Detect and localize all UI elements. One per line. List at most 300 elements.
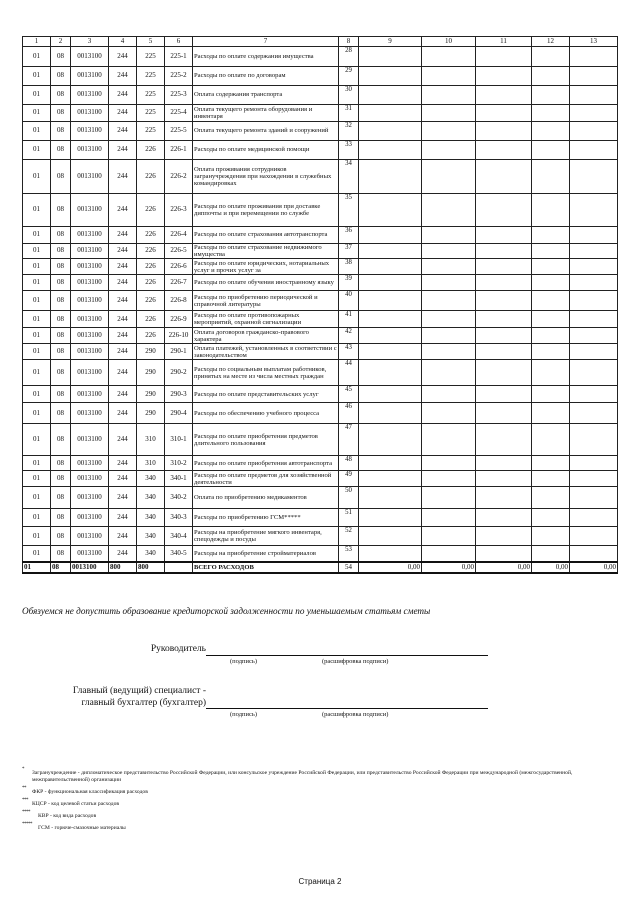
cell-c2: 08 (51, 122, 71, 141)
cell-c4: 244 (109, 403, 137, 424)
cell-amount-11[interactable] (476, 344, 532, 360)
cell-c3: 0013100 (71, 86, 109, 105)
cell-amount-10[interactable] (422, 487, 476, 509)
cell-amount-11[interactable] (476, 471, 532, 487)
cell-c2: 08 (51, 311, 71, 328)
footnote-kvr: **** КВР - код вида расходов (22, 810, 97, 819)
cell-c1: 01 (23, 527, 51, 546)
cell-c4: 244 (109, 328, 137, 344)
cell-line-number: 42 (339, 328, 359, 344)
cell-amount-12[interactable] (532, 360, 570, 386)
cell-amount-9[interactable] (359, 122, 422, 141)
cell-amount-12[interactable] (532, 311, 570, 328)
cell-line-number: 37 (339, 244, 359, 259)
cell-amount-12[interactable] (532, 67, 570, 86)
cell-amount-10[interactable] (422, 160, 476, 194)
cell-amount-9[interactable] (359, 275, 422, 291)
cell-amount-13[interactable] (570, 291, 618, 311)
cell-amount-9[interactable] (359, 328, 422, 344)
cell-amount-12[interactable] (532, 456, 570, 471)
cell-amount-13[interactable] (570, 275, 618, 291)
cell-line-number: 32 (339, 122, 359, 141)
cell-line-number: 33 (339, 141, 359, 160)
cell-amount-12[interactable] (532, 509, 570, 527)
table-row (23, 227, 618, 244)
cell-amount-10[interactable] (422, 386, 476, 403)
cell-description: Оплата текущего ремонта оборудования и инвентаря (193, 105, 339, 122)
cell-amount-10[interactable] (422, 360, 476, 386)
cell-c5: 226 (137, 227, 165, 244)
cell-amount-10[interactable] (422, 328, 476, 344)
cell-amount-12[interactable] (532, 546, 570, 562)
cell-c3: 0013100 (71, 344, 109, 360)
cell-description: Оплата проживания сотрудников загранучреждения при нахождении в служебных командировках (193, 160, 339, 194)
cell-amount-10[interactable] (422, 122, 476, 141)
cell-amount-13[interactable] (570, 194, 618, 227)
cell-amount-12[interactable] (532, 47, 570, 67)
cell-amount-9[interactable] (359, 67, 422, 86)
cell-amount-10[interactable] (422, 424, 476, 456)
header-cell: 9 (359, 37, 422, 47)
table-row (23, 386, 618, 403)
cell-amount-13[interactable] (570, 386, 618, 403)
table-row (23, 527, 618, 546)
cell-c2: 08 (51, 471, 71, 487)
cell-amount-13[interactable] (570, 259, 618, 275)
cell-line-number: 48 (339, 456, 359, 471)
total-amount-v12: 0,00 (532, 562, 570, 573)
cell-description: Расходы по оплате юридических, нотариальных услуг и прочих услуг за (193, 259, 339, 275)
cell-c5: 340 (137, 546, 165, 562)
total-amount-v10: 0,00 (422, 562, 476, 573)
cell-amount-10[interactable] (422, 275, 476, 291)
cell-amount-10[interactable] (422, 244, 476, 259)
cell-amount-9[interactable] (359, 105, 422, 122)
cell-amount-10[interactable] (422, 311, 476, 328)
cell-amount-10[interactable] (422, 67, 476, 86)
cell-amount-11[interactable] (476, 328, 532, 344)
cell-amount-9[interactable] (359, 86, 422, 105)
cell-amount-9[interactable] (359, 403, 422, 424)
header-cell: 12 (532, 37, 570, 47)
cell-description: Расходы по приобретению ГСМ***** (193, 509, 339, 527)
total-cell-c3: 0013100 (71, 562, 109, 573)
cell-c6: 226-5 (165, 244, 193, 259)
table-row (23, 244, 618, 259)
cell-c2: 08 (51, 344, 71, 360)
cell-c4: 244 (109, 360, 137, 386)
cell-description: Расходы по обеспечению учебного процесса (193, 403, 339, 424)
cell-amount-12[interactable] (532, 471, 570, 487)
cell-c2: 08 (51, 546, 71, 562)
cell-line-number: 46 (339, 403, 359, 424)
cell-line-number: 41 (339, 311, 359, 328)
cell-amount-11[interactable] (476, 546, 532, 562)
cell-line-number: 43 (339, 344, 359, 360)
head-signature-line[interactable] (206, 655, 488, 656)
cell-c2: 08 (51, 275, 71, 291)
cell-amount-9[interactable] (359, 47, 422, 67)
cell-c4: 244 (109, 311, 137, 328)
table-row (23, 509, 618, 527)
cell-description: Расходы на приобретение стройматериалов (193, 546, 339, 562)
cell-line-number: 31 (339, 105, 359, 122)
cell-c3: 0013100 (71, 291, 109, 311)
cell-amount-11[interactable] (476, 160, 532, 194)
cell-amount-13[interactable] (570, 160, 618, 194)
head-decode-hint: (расшифровка подписи) (322, 658, 389, 665)
header-cell: 1 (23, 37, 51, 47)
cell-amount-12[interactable] (532, 86, 570, 105)
cell-line-number: 39 (339, 275, 359, 291)
footnotes (22, 767, 612, 837)
cell-amount-9[interactable] (359, 471, 422, 487)
cell-line-number: 28 (339, 47, 359, 67)
cell-amount-10[interactable] (422, 259, 476, 275)
footnote-zagran: * Загранучреждение - дипломатическое представительство Российской Федерации, или консульское учреждение Российской Федерации, или представительство Российской Федерации при международной (межгосударственной, межправительственной) организации (22, 767, 573, 783)
cell-c6: 225-4 (165, 105, 193, 122)
table-row (23, 194, 618, 227)
cell-c2: 08 (51, 160, 71, 194)
cell-amount-10[interactable] (422, 194, 476, 227)
cell-c5: 226 (137, 259, 165, 275)
cell-c1: 01 (23, 275, 51, 291)
total-amount-v11: 0,00 (476, 562, 532, 573)
cell-amount-10[interactable] (422, 344, 476, 360)
chief-accountant-label-1: Главный (ведущий) специалист - (72, 686, 206, 696)
cell-amount-11[interactable] (476, 194, 532, 227)
cell-amount-9[interactable] (359, 259, 422, 275)
table-row (23, 487, 618, 509)
cell-c6: 226-9 (165, 311, 193, 328)
cell-c1: 01 (23, 328, 51, 344)
cell-c4: 244 (109, 509, 137, 527)
cell-c2: 08 (51, 456, 71, 471)
table-row (23, 105, 618, 122)
cell-amount-9[interactable] (359, 546, 422, 562)
cell-amount-9[interactable] (359, 344, 422, 360)
table-row (23, 291, 618, 311)
cell-amount-12[interactable] (532, 141, 570, 160)
cell-amount-13[interactable] (570, 105, 618, 122)
total-cell-c1: 01 (23, 562, 51, 573)
cell-c3: 0013100 (71, 275, 109, 291)
cell-amount-10[interactable] (422, 105, 476, 122)
expense-table (22, 36, 618, 574)
cell-amount-10[interactable] (422, 227, 476, 244)
cell-c2: 08 (51, 259, 71, 275)
cell-c5: 226 (137, 328, 165, 344)
header-cell: 3 (71, 37, 109, 47)
cell-c4: 244 (109, 471, 137, 487)
table-row (23, 122, 618, 141)
cell-c3: 0013100 (71, 403, 109, 424)
cell-line-number: 49 (339, 471, 359, 487)
cell-amount-9[interactable] (359, 227, 422, 244)
cell-c4: 244 (109, 105, 137, 122)
cell-c3: 0013100 (71, 360, 109, 386)
cell-amount-11[interactable] (476, 311, 532, 328)
cell-amount-11[interactable] (476, 122, 532, 141)
cell-amount-13[interactable] (570, 47, 618, 67)
cell-amount-12[interactable] (532, 227, 570, 244)
cell-description: Расходы по приобретению периодической и справочной литературы (193, 291, 339, 311)
cell-c3: 0013100 (71, 328, 109, 344)
total-cell-c6 (165, 562, 193, 573)
cell-c1: 01 (23, 141, 51, 160)
cell-amount-11[interactable] (476, 403, 532, 424)
cell-amount-9[interactable] (359, 194, 422, 227)
cell-c5: 310 (137, 456, 165, 471)
cell-c4: 244 (109, 487, 137, 509)
cell-amount-10[interactable] (422, 291, 476, 311)
cell-amount-9[interactable] (359, 141, 422, 160)
total-line-number: 54 (339, 562, 359, 573)
cell-amount-12[interactable] (532, 403, 570, 424)
cell-amount-12[interactable] (532, 527, 570, 546)
cell-c6: 290-3 (165, 386, 193, 403)
cell-amount-10[interactable] (422, 86, 476, 105)
cell-amount-11[interactable] (476, 244, 532, 259)
cell-amount-9[interactable] (359, 311, 422, 328)
cell-amount-11[interactable] (476, 275, 532, 291)
cell-amount-9[interactable] (359, 386, 422, 403)
cell-description: Расходы по оплате медицинской помощи (193, 141, 339, 160)
cell-description: Расходы по оплате представительских услуг (193, 386, 339, 403)
cell-amount-12[interactable] (532, 160, 570, 194)
cell-c1: 01 (23, 67, 51, 86)
total-row (23, 562, 618, 573)
cell-amount-12[interactable] (532, 244, 570, 259)
table-row (23, 546, 618, 562)
cell-amount-13[interactable] (570, 456, 618, 471)
cell-c6: 226-7 (165, 275, 193, 291)
cell-amount-13[interactable] (570, 67, 618, 86)
cell-amount-12[interactable] (532, 487, 570, 509)
cell-amount-10[interactable] (422, 527, 476, 546)
cell-amount-12[interactable] (532, 386, 570, 403)
cell-amount-9[interactable] (359, 487, 422, 509)
cell-line-number: 36 (339, 227, 359, 244)
cell-amount-13[interactable] (570, 86, 618, 105)
cell-c4: 244 (109, 244, 137, 259)
cell-c1: 01 (23, 471, 51, 487)
cell-amount-9[interactable] (359, 291, 422, 311)
cell-amount-11[interactable] (476, 487, 532, 509)
cell-description: Оплата договоров гражданско-правового характера (193, 328, 339, 344)
cell-amount-11[interactable] (476, 424, 532, 456)
cell-c3: 0013100 (71, 546, 109, 562)
cell-description: Расходы по оплате приобретения предметов длительного пользования (193, 424, 339, 456)
cell-c4: 244 (109, 424, 137, 456)
cell-description: Расходы по оплате проживания при доставке диппочты и при перемещении по службе (193, 194, 339, 227)
cell-amount-13[interactable] (570, 403, 618, 424)
cell-amount-9[interactable] (359, 244, 422, 259)
cell-c3: 0013100 (71, 141, 109, 160)
cell-c6: 225-5 (165, 122, 193, 141)
cell-c6: 225-3 (165, 86, 193, 105)
cell-amount-11[interactable] (476, 386, 532, 403)
cell-amount-11[interactable] (476, 291, 532, 311)
cell-amount-11[interactable] (476, 227, 532, 244)
cell-line-number: 35 (339, 194, 359, 227)
total-label: ВСЕГО РАСХОДОВ (193, 562, 339, 573)
cell-c5: 340 (137, 487, 165, 509)
cell-amount-13[interactable] (570, 311, 618, 328)
cell-c2: 08 (51, 67, 71, 86)
cell-amount-11[interactable] (476, 141, 532, 160)
cell-c4: 244 (109, 275, 137, 291)
cell-amount-9[interactable] (359, 456, 422, 471)
cell-amount-13[interactable] (570, 227, 618, 244)
cell-c3: 0013100 (71, 386, 109, 403)
cell-c1: 01 (23, 456, 51, 471)
cell-amount-12[interactable] (532, 194, 570, 227)
cell-line-number: 50 (339, 487, 359, 509)
cell-amount-13[interactable] (570, 509, 618, 527)
cell-amount-9[interactable] (359, 509, 422, 527)
cell-c4: 244 (109, 67, 137, 86)
cell-c2: 08 (51, 360, 71, 386)
cell-line-number: 44 (339, 360, 359, 386)
cell-amount-13[interactable] (570, 141, 618, 160)
table-row (23, 160, 618, 194)
cell-c2: 08 (51, 194, 71, 227)
table-row (23, 360, 618, 386)
cell-amount-12[interactable] (532, 259, 570, 275)
cell-amount-13[interactable] (570, 360, 618, 386)
cell-c6: 225-2 (165, 67, 193, 86)
cell-amount-9[interactable] (359, 424, 422, 456)
cell-amount-11[interactable] (476, 259, 532, 275)
cell-line-number: 38 (339, 259, 359, 275)
cell-amount-11[interactable] (476, 456, 532, 471)
cell-c4: 244 (109, 227, 137, 244)
cell-amount-13[interactable] (570, 328, 618, 344)
cell-c5: 290 (137, 403, 165, 424)
table-row (23, 311, 618, 328)
cell-amount-10[interactable] (422, 456, 476, 471)
cell-description: Расходы по оплате страхования автотранспорта (193, 227, 339, 244)
cell-amount-13[interactable] (570, 424, 618, 456)
cell-amount-13[interactable] (570, 471, 618, 487)
cell-amount-13[interactable] (570, 546, 618, 562)
cell-c3: 0013100 (71, 67, 109, 86)
cell-amount-10[interactable] (422, 141, 476, 160)
cell-c1: 01 (23, 122, 51, 141)
cell-amount-10[interactable] (422, 509, 476, 527)
cell-amount-12[interactable] (532, 291, 570, 311)
cell-amount-12[interactable] (532, 105, 570, 122)
cell-c1: 01 (23, 259, 51, 275)
cell-c1: 01 (23, 386, 51, 403)
cell-amount-11[interactable] (476, 360, 532, 386)
cell-amount-11[interactable] (476, 86, 532, 105)
cell-c4: 244 (109, 47, 137, 67)
table-header-row (23, 37, 618, 47)
cell-amount-11[interactable] (476, 527, 532, 546)
cell-amount-9[interactable] (359, 160, 422, 194)
cell-c1: 01 (23, 403, 51, 424)
cell-line-number: 51 (339, 509, 359, 527)
cell-amount-11[interactable] (476, 105, 532, 122)
chief-signature-line[interactable] (206, 708, 488, 709)
cell-amount-11[interactable] (476, 509, 532, 527)
table-row (23, 456, 618, 471)
table-row (23, 86, 618, 105)
cell-description: Оплата содержания транспорта (193, 86, 339, 105)
cell-c6: 340-5 (165, 546, 193, 562)
cell-amount-10[interactable] (422, 47, 476, 67)
header-cell: 2 (51, 37, 71, 47)
cell-amount-9[interactable] (359, 360, 422, 386)
cell-c4: 244 (109, 386, 137, 403)
cell-c1: 01 (23, 47, 51, 67)
cell-c1: 01 (23, 360, 51, 386)
cell-amount-12[interactable] (532, 275, 570, 291)
table-row (23, 344, 618, 360)
cell-amount-10[interactable] (422, 546, 476, 562)
cell-amount-12[interactable] (532, 328, 570, 344)
cell-description: Расходы по оплате приобретения автотранспорта (193, 456, 339, 471)
cell-amount-11[interactable] (476, 67, 532, 86)
cell-amount-13[interactable] (570, 487, 618, 509)
pledge-text: Обязуемся не допустить образование кредиторской задолженности по уменьшаемым статьям сметы (22, 606, 431, 616)
cell-c6: 310-2 (165, 456, 193, 471)
cell-c3: 0013100 (71, 227, 109, 244)
cell-amount-13[interactable] (570, 122, 618, 141)
cell-c4: 244 (109, 122, 137, 141)
cell-amount-10[interactable] (422, 403, 476, 424)
head-sign-hint: (подпись) (230, 658, 257, 665)
cell-c5: 225 (137, 105, 165, 122)
cell-amount-13[interactable] (570, 527, 618, 546)
footnote-fkr: ** ФКР - функциональная классификация расходов (22, 786, 148, 795)
cell-c6: 340-4 (165, 527, 193, 546)
cell-c5: 226 (137, 311, 165, 328)
cell-c6: 290-2 (165, 360, 193, 386)
cell-c2: 08 (51, 291, 71, 311)
cell-amount-10[interactable] (422, 471, 476, 487)
cell-c1: 01 (23, 424, 51, 456)
cell-description: Расходы по оплате противопожарных мероприятий, охранной сигнализации (193, 311, 339, 328)
cell-amount-13[interactable] (570, 344, 618, 360)
cell-amount-11[interactable] (476, 47, 532, 67)
table-row (23, 403, 618, 424)
cell-c3: 0013100 (71, 311, 109, 328)
cell-c5: 225 (137, 67, 165, 86)
cell-c5: 225 (137, 86, 165, 105)
cell-amount-12[interactable] (532, 344, 570, 360)
cell-c1: 01 (23, 86, 51, 105)
cell-c1: 01 (23, 487, 51, 509)
cell-amount-12[interactable] (532, 122, 570, 141)
cell-c6: 226-6 (165, 259, 193, 275)
chief-decode-hint: (расшифровка подписи) (322, 711, 389, 718)
cell-amount-12[interactable] (532, 424, 570, 456)
cell-c4: 244 (109, 546, 137, 562)
cell-c1: 01 (23, 244, 51, 259)
cell-c6: 226-2 (165, 160, 193, 194)
cell-c2: 08 (51, 424, 71, 456)
table-row (23, 275, 618, 291)
cell-c2: 08 (51, 141, 71, 160)
cell-c4: 244 (109, 194, 137, 227)
header-cell: 4 (109, 37, 137, 47)
cell-c4: 244 (109, 344, 137, 360)
cell-amount-13[interactable] (570, 244, 618, 259)
cell-amount-9[interactable] (359, 527, 422, 546)
